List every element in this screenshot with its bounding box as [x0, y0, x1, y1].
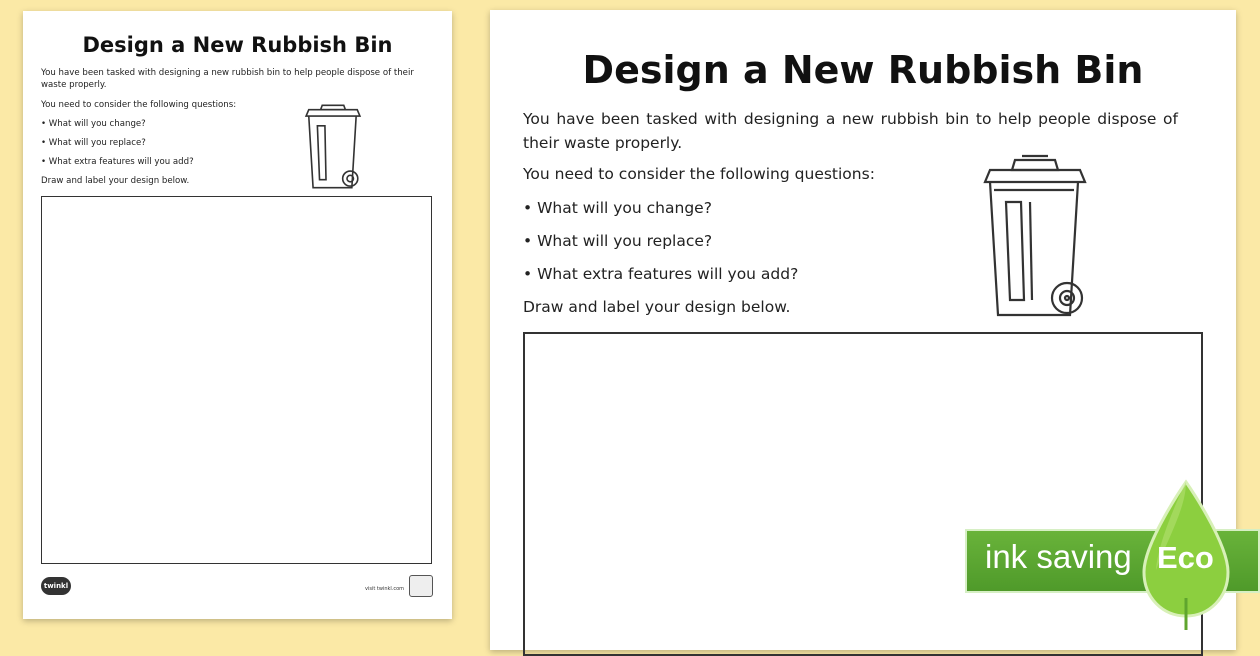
footer-badge-icon: [409, 575, 433, 597]
instruction-text: Draw and label your design below.: [523, 298, 791, 316]
thumbnail-drawing-area: [41, 196, 432, 564]
thumbnail-question-3: • What extra features will you add?: [41, 157, 194, 167]
questions-intro: You need to consider the following questions:: [523, 165, 875, 183]
page-title: Design a New Rubbish Bin: [582, 48, 1144, 92]
question-1: • What will you change?: [523, 199, 712, 217]
ink-saving-text: ink saving: [985, 538, 1132, 575]
worksheet-thumbnail[interactable]: [23, 11, 452, 619]
thumbnail-title: Design a New Rubbish Bin: [82, 33, 393, 57]
thumbnail-question-1: • What will you change?: [41, 119, 146, 129]
twinkl-logo: twinkl: [41, 577, 71, 595]
rubbish-bin-icon: [970, 150, 1100, 325]
question-2: • What will you replace?: [523, 232, 713, 250]
thumbnail-footer-text: visit twinkl.com: [365, 586, 405, 592]
rubbish-bin-icon: [298, 91, 368, 201]
thumbnail-instruction: Draw and label your design below.: [41, 176, 190, 186]
eco-label: Eco: [1157, 540, 1214, 575]
drawing-area[interactable]: [523, 332, 1203, 656]
thumbnail-intro: You have been tasked with designing a new rubbish bin to help people dispose of their waste properly.: [41, 68, 414, 90]
thumbnail-question-2: • What will you replace?: [41, 138, 146, 148]
intro-text: You have been tasked with designing a new rubbish bin to help people dispose of their waste properly.: [523, 110, 1178, 152]
question-3: • What extra features will you add?: [523, 265, 799, 283]
thumbnail-questions-intro: You need to consider the following questions:: [41, 100, 237, 110]
